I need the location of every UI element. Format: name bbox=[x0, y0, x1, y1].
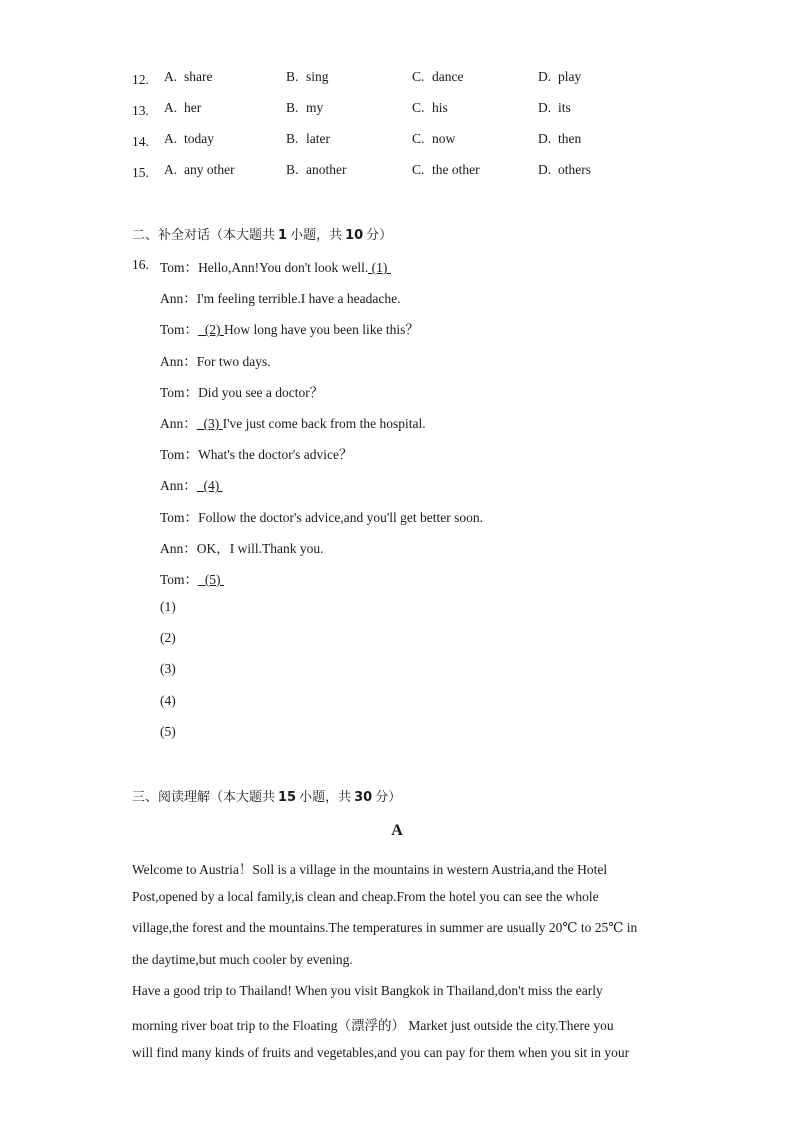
option-a[interactable] bbox=[164, 131, 214, 147]
option-text: another bbox=[306, 162, 347, 177]
question-number: 16. bbox=[132, 257, 149, 272]
line-text: Did you see a doctor？ bbox=[198, 384, 324, 400]
line-text: What's the doctor's advice？ bbox=[198, 447, 353, 463]
answer-slot[interactable]: (3) bbox=[160, 661, 176, 677]
passage-line: the daytime,but much cooler by evening. bbox=[132, 951, 353, 967]
answer-blank[interactable]: (5) bbox=[198, 572, 224, 587]
answer-blank[interactable]: (4) bbox=[196, 478, 223, 494]
line-text: How long have you been like this？ bbox=[223, 322, 419, 338]
speaker-label: Ann： bbox=[160, 416, 197, 431]
answer-blank[interactable]: (1) bbox=[368, 260, 391, 275]
line-text: For two days. bbox=[196, 353, 271, 369]
option-letter: D. bbox=[538, 131, 552, 146]
option-text: his bbox=[432, 100, 448, 115]
option-c[interactable] bbox=[412, 131, 455, 147]
answer-blank[interactable]: (3) bbox=[196, 416, 223, 431]
option-letter: B. bbox=[286, 69, 299, 84]
option-letter: B. bbox=[286, 131, 299, 146]
passage-heading: A bbox=[391, 822, 403, 839]
dialogue-line bbox=[160, 568, 224, 588]
dialogue-line bbox=[160, 256, 391, 276]
option-d[interactable] bbox=[538, 162, 591, 178]
option-letter: C. bbox=[412, 69, 425, 84]
option-b[interactable] bbox=[286, 100, 323, 116]
question-number: 12. bbox=[132, 72, 149, 87]
option-letter: D. bbox=[538, 162, 552, 177]
speaker-label: Tom： bbox=[160, 260, 199, 275]
answer-slot[interactable]: (5) bbox=[160, 723, 176, 739]
option-text: share bbox=[184, 69, 213, 84]
option-c[interactable] bbox=[412, 69, 463, 85]
dialogue-line bbox=[160, 506, 483, 526]
option-letter: C. bbox=[412, 100, 425, 115]
option-text: dance bbox=[432, 69, 464, 84]
option-b[interactable] bbox=[286, 162, 346, 178]
section-title-dialogue bbox=[132, 224, 392, 243]
option-letter: A. bbox=[164, 69, 178, 84]
option-b[interactable] bbox=[286, 131, 330, 147]
section-title-prefix: 二、补全对话（本大题共 bbox=[132, 228, 276, 243]
option-letter: A. bbox=[164, 162, 178, 177]
speaker-label: Tom： bbox=[160, 384, 199, 400]
speaker-label: Tom： bbox=[160, 509, 199, 525]
dialogue-line bbox=[160, 537, 323, 557]
answer-slot[interactable]: (1) bbox=[160, 599, 176, 614]
option-d[interactable] bbox=[538, 69, 581, 85]
section-question-count: 15 bbox=[278, 790, 297, 805]
option-c[interactable] bbox=[412, 100, 448, 116]
option-a[interactable] bbox=[164, 162, 235, 178]
line-text: OK，I will.Thank you. bbox=[196, 540, 324, 556]
option-letter: A. bbox=[164, 131, 178, 146]
question-number: 13. bbox=[132, 103, 149, 118]
option-letter: C. bbox=[412, 131, 425, 146]
line-text: Follow the doctor's advice,and you'll get better soon. bbox=[198, 509, 483, 525]
answer-slot[interactable]: (2) bbox=[160, 630, 176, 646]
option-text: sing bbox=[306, 69, 329, 84]
section-title-mid: 小题，共 bbox=[299, 790, 352, 805]
question-number: 15. bbox=[132, 165, 149, 180]
speaker-label: Ann： bbox=[160, 540, 197, 556]
line-text: I'm feeling terrible.I have a headache. bbox=[196, 291, 401, 307]
option-letter: D. bbox=[538, 100, 552, 115]
option-b[interactable] bbox=[286, 69, 329, 85]
passage-line: morning river boat trip to the Floating（漂浮的） Market just outside the city.There you bbox=[132, 1018, 614, 1033]
passage-line: Welcome to Austria！Soll is a village in the mountains in western Austria,and the Hotel bbox=[132, 862, 608, 877]
passage-line: village,the forest and the mountains.The temperatures in summer are usually 20℃ to 25℃ in bbox=[132, 920, 638, 936]
option-text: its bbox=[558, 100, 571, 115]
line-text: Hello,Ann!You don't look well. bbox=[198, 260, 369, 275]
dialogue-line bbox=[160, 287, 400, 307]
question-number: 14. bbox=[132, 134, 149, 149]
option-text: my bbox=[306, 100, 324, 115]
dialogue-line bbox=[160, 318, 419, 338]
option-text: others bbox=[558, 162, 591, 177]
speaker-label: Tom： bbox=[160, 572, 199, 587]
speaker-label: Ann： bbox=[160, 353, 197, 369]
option-text: now bbox=[432, 131, 456, 146]
option-letter: B. bbox=[286, 162, 299, 177]
option-letter: B. bbox=[286, 100, 299, 115]
section-title-prefix: 三、阅读理解（本大题共 bbox=[132, 790, 276, 805]
option-letter: D. bbox=[538, 69, 552, 84]
option-text: today bbox=[184, 131, 214, 146]
dialogue-line bbox=[160, 412, 426, 432]
speaker-label: Ann： bbox=[160, 478, 197, 494]
option-d[interactable] bbox=[538, 100, 571, 116]
option-text: any other bbox=[184, 162, 235, 177]
option-text: then bbox=[558, 131, 582, 146]
option-a[interactable] bbox=[164, 100, 201, 116]
section-score: 10 bbox=[345, 228, 364, 243]
option-d[interactable] bbox=[538, 131, 581, 147]
dialogue-line bbox=[160, 350, 271, 370]
section-title-suffix: 分） bbox=[366, 228, 393, 243]
dialogue-line bbox=[160, 381, 323, 401]
speaker-label: Tom： bbox=[160, 447, 199, 463]
option-c[interactable] bbox=[412, 162, 480, 178]
section-score: 30 bbox=[354, 790, 373, 805]
option-text: play bbox=[558, 69, 582, 84]
passage-line: Have a good trip to Thailand! When you visit Bangkok in Thailand,don't miss the early bbox=[132, 982, 603, 998]
passage-line: Post,opened by a local family,is clean and cheap.From the hotel you can see the whole bbox=[132, 889, 599, 905]
answer-slot[interactable]: (4) bbox=[160, 692, 176, 708]
option-a[interactable] bbox=[164, 69, 212, 85]
speaker-label: Ann： bbox=[160, 291, 197, 307]
section-title-suffix: 分） bbox=[375, 790, 402, 805]
answer-blank[interactable]: (2) bbox=[198, 322, 224, 338]
dialogue-line bbox=[160, 443, 353, 463]
option-text: later bbox=[306, 131, 330, 146]
passage-line: will find many kinds of fruits and vegetables,and you can pay for them when you sit in your bbox=[132, 1045, 630, 1061]
section-title-reading bbox=[132, 786, 401, 805]
dialogue-line bbox=[160, 474, 223, 494]
option-text: the other bbox=[432, 162, 480, 177]
section-title-mid: 小题，共 bbox=[290, 228, 343, 243]
section-question-count: 1 bbox=[278, 228, 288, 243]
line-text: I've just come back from the hospital. bbox=[222, 416, 426, 431]
option-letter: C. bbox=[412, 162, 425, 177]
speaker-label: Tom： bbox=[160, 322, 199, 338]
option-letter: A. bbox=[164, 100, 178, 115]
option-text: her bbox=[184, 100, 202, 115]
